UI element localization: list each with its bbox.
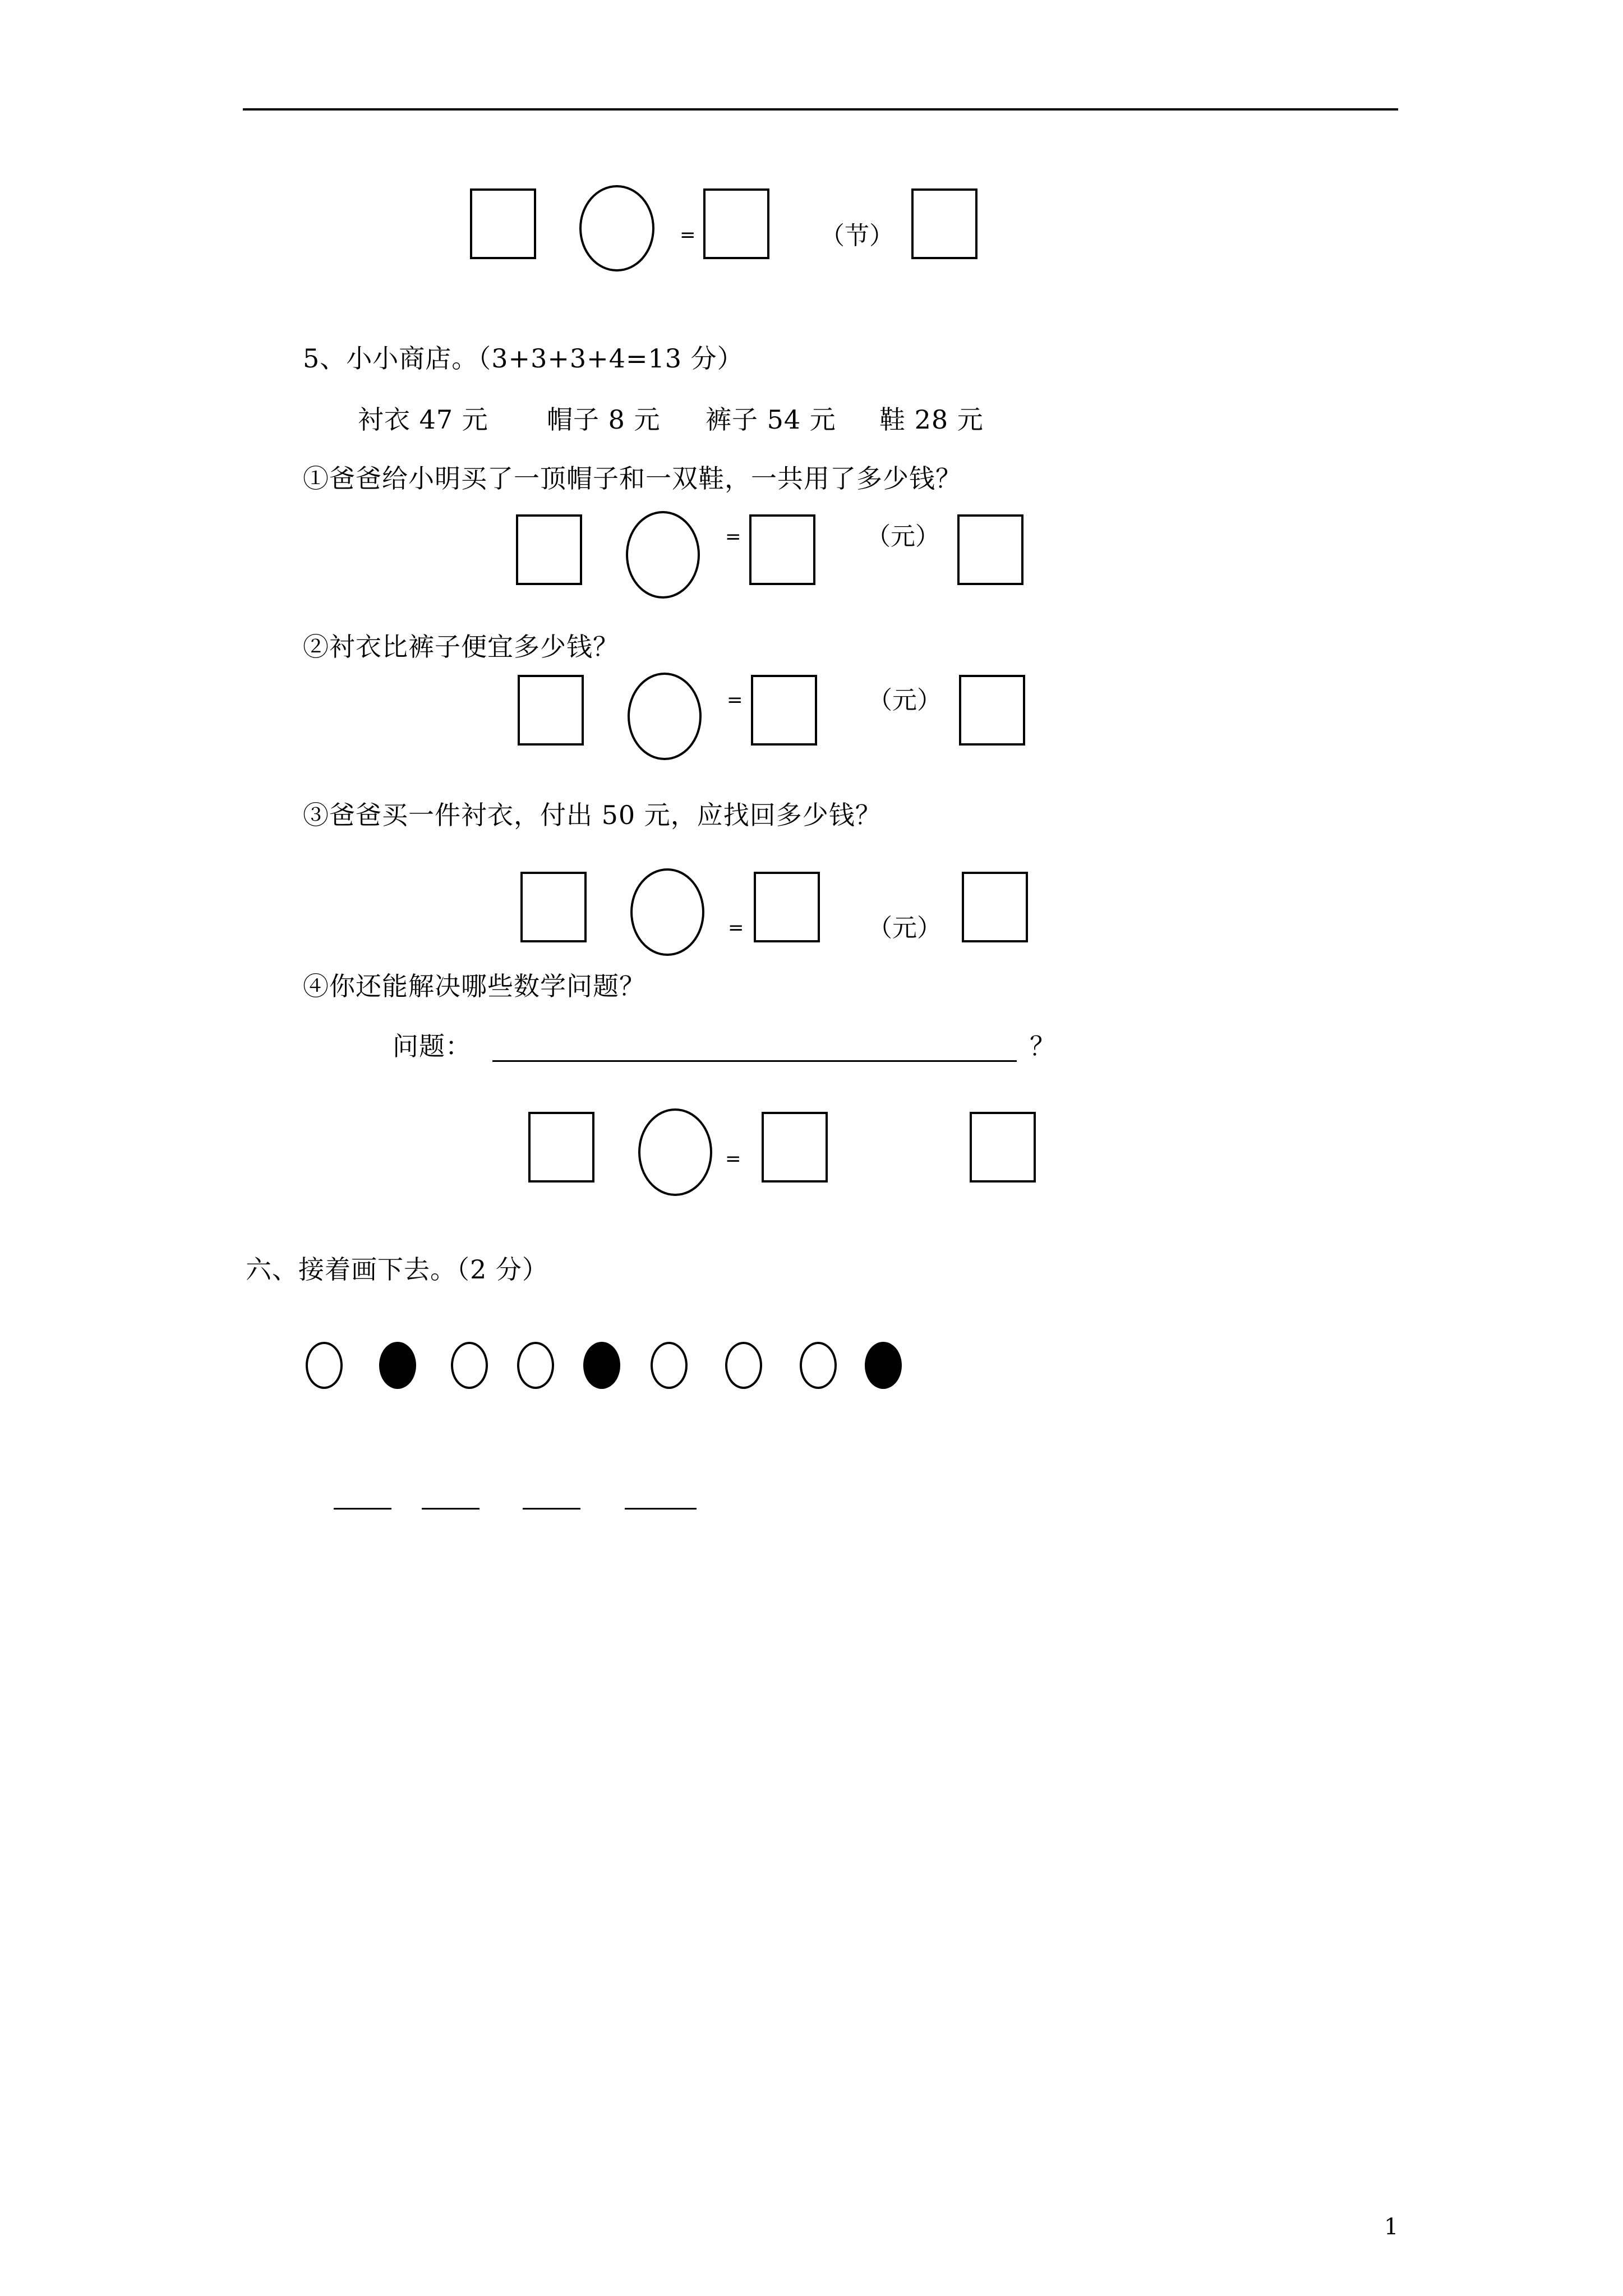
answer-blank[interactable]: [523, 1508, 580, 1510]
question-5-4: ④你还能解决哪些数学问题？: [303, 971, 645, 1001]
answer-box[interactable]: [518, 675, 584, 746]
equals-sign: =: [725, 526, 741, 548]
answer-box[interactable]: [754, 872, 820, 942]
answer-box[interactable]: [762, 1112, 828, 1182]
question-6-title: 六、接着画下去。（2 分）: [246, 1254, 548, 1285]
equals-sign: =: [727, 689, 743, 711]
operator-circle[interactable]: [626, 511, 700, 599]
question-5-title: 5、小小商店。（3+3+3+4=13 分）: [303, 343, 744, 374]
empty-bead: [725, 1342, 762, 1389]
price-shirt: 衬衣 47 元: [358, 404, 488, 435]
filled-bead: [583, 1342, 620, 1389]
page-number: 1: [1384, 2214, 1399, 2240]
equals-sign: =: [728, 917, 744, 939]
price-pants: 裤子 54 元: [706, 404, 836, 435]
filled-bead: [865, 1342, 902, 1389]
question-5-2: ②衬衣比裤子便宜多少钱？: [303, 632, 619, 662]
answer-blank[interactable]: [625, 1508, 697, 1510]
problem-label: 问题：: [393, 1031, 472, 1061]
answer-box[interactable]: [970, 1112, 1036, 1182]
operator-circle[interactable]: [628, 673, 702, 760]
problem-answer-line[interactable]: [492, 1060, 1017, 1062]
unit-label: （元）: [868, 914, 942, 942]
empty-bead: [451, 1342, 488, 1389]
answer-blank[interactable]: [422, 1508, 479, 1510]
empty-bead: [517, 1342, 554, 1389]
answer-box[interactable]: [959, 675, 1025, 746]
operator-circle[interactable]: [630, 868, 704, 956]
operator-circle[interactable]: [638, 1108, 712, 1196]
empty-bead: [651, 1342, 688, 1389]
question-5-1: ①爸爸给小明买了一顶帽子和一双鞋，一共用了多少钱？: [303, 463, 962, 494]
answer-box[interactable]: [751, 675, 817, 746]
unit-label: （元）: [866, 522, 940, 551]
unit-label: （节）: [820, 222, 894, 250]
equals-sign: =: [725, 1148, 741, 1170]
answer-box[interactable]: [528, 1112, 594, 1182]
answer-box[interactable]: [957, 514, 1023, 585]
equals-sign: =: [680, 224, 696, 246]
filled-bead: [379, 1342, 416, 1389]
answer-box[interactable]: [516, 514, 582, 585]
empty-bead: [800, 1342, 837, 1389]
price-hat: 帽子 8 元: [547, 404, 661, 435]
answer-blank[interactable]: [334, 1508, 391, 1510]
question-5-3: ③爸爸买一件衬衣，付出 50 元，应找回多少钱？: [303, 800, 882, 830]
unit-label: （元）: [868, 686, 942, 715]
header-rule: [243, 108, 1398, 111]
question-mark: ？: [1030, 1031, 1056, 1061]
answer-box[interactable]: [749, 514, 815, 585]
answer-box[interactable]: [703, 188, 769, 259]
answer-box[interactable]: [911, 188, 978, 259]
empty-bead: [306, 1342, 343, 1389]
answer-box[interactable]: [962, 872, 1028, 942]
answer-box[interactable]: [520, 872, 587, 942]
answer-box[interactable]: [470, 188, 536, 259]
price-shoes: 鞋 28 元: [879, 404, 984, 435]
operator-circle[interactable]: [579, 185, 654, 272]
